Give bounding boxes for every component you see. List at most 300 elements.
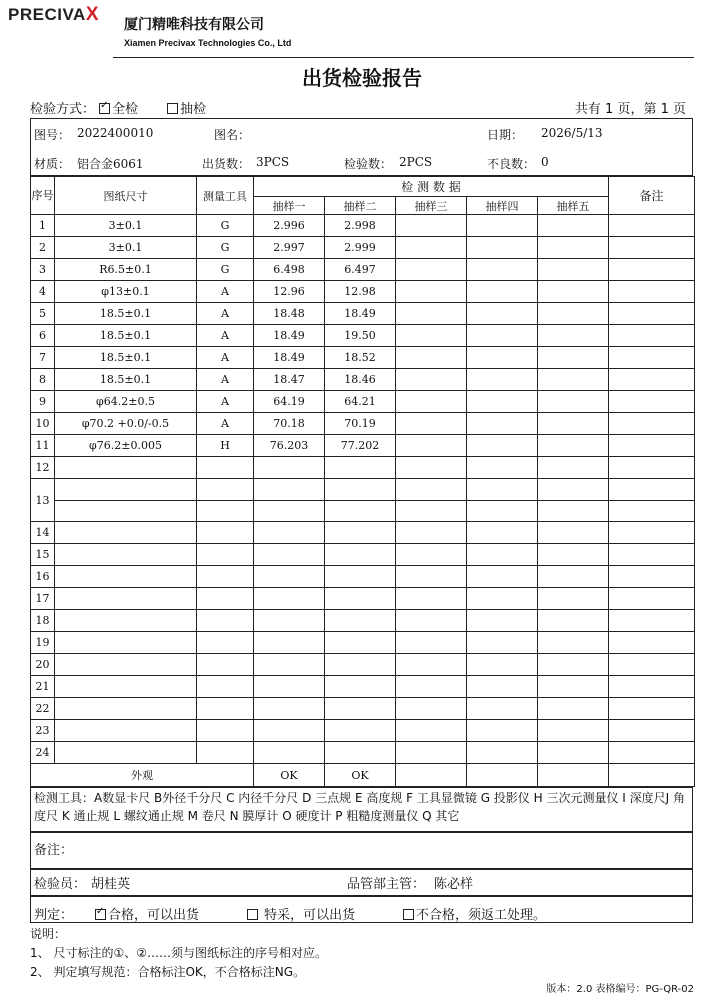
table-row — [31, 479, 695, 501]
cell-sample-1 — [254, 610, 325, 632]
cell-sample-4 — [467, 698, 538, 720]
cell-sample-3 — [396, 632, 467, 654]
cell-sample-2 — [325, 632, 396, 654]
appearance-sample-4 — [467, 764, 538, 787]
cell-dimension — [55, 610, 197, 632]
cell-tool — [197, 588, 254, 610]
cell-dimension — [55, 544, 197, 566]
cell-dimension: 18.5±0.1 — [55, 369, 197, 391]
cell-sample-4 — [467, 501, 538, 522]
cell-sample-4 — [467, 632, 538, 654]
cell-sample-5 — [538, 632, 609, 654]
cell-dimension — [55, 457, 197, 479]
cell-tool — [197, 457, 254, 479]
cell-note — [609, 259, 695, 281]
cell-tool: A — [197, 303, 254, 325]
cell-sample-4 — [467, 654, 538, 676]
cell-sample-3 — [396, 347, 467, 369]
cell-dimension: R6.5±0.1 — [55, 259, 197, 281]
cell-sample-5 — [538, 610, 609, 632]
full-inspection-checkbox[interactable] — [99, 103, 110, 114]
cell-sample-4 — [467, 281, 538, 303]
cell-tool — [197, 479, 254, 501]
cell-dimension — [55, 654, 197, 676]
cell-note — [609, 588, 695, 610]
row-seq: 15 — [31, 544, 55, 566]
cell-sample-1: 18.49 — [254, 347, 325, 369]
cell-sample-2 — [325, 544, 396, 566]
cell-sample-5 — [538, 742, 609, 764]
cell-tool: A — [197, 347, 254, 369]
appearance-sample-3 — [396, 764, 467, 787]
cell-note — [609, 369, 695, 391]
cell-dimension — [55, 522, 197, 544]
row-seq: 9 — [31, 391, 55, 413]
cell-sample-2: 6.497 — [325, 259, 396, 281]
row-seq: 8 — [31, 369, 55, 391]
cell-sample-2: 70.19 — [325, 413, 396, 435]
cell-note — [609, 457, 695, 479]
appearance-sample-2: OK — [325, 764, 396, 787]
sample-inspection-checkbox[interactable] — [167, 103, 178, 114]
cell-sample-2 — [325, 676, 396, 698]
cell-sample-5 — [538, 237, 609, 259]
cell-sample-5 — [538, 676, 609, 698]
notes-line-1: 1、 尺寸标注的①、②……须与图纸标注的序号相对应。 — [30, 946, 327, 960]
insp-qty-label: 检验数： — [344, 157, 393, 171]
cell-sample-2 — [325, 522, 396, 544]
cell-sample-2 — [325, 654, 396, 676]
cell-tool — [197, 720, 254, 742]
cell-dimension — [55, 720, 197, 742]
cell-sample-4 — [467, 720, 538, 742]
cell-sample-3 — [396, 698, 467, 720]
cell-sample-1: 12.96 — [254, 281, 325, 303]
row-seq: 16 — [31, 566, 55, 588]
cell-note — [609, 632, 695, 654]
cell-sample-4 — [467, 588, 538, 610]
cell-tool: G — [197, 237, 254, 259]
appearance-row — [31, 764, 695, 787]
cell-sample-3 — [396, 457, 467, 479]
col-header-sample-3: 抽样三 — [396, 197, 467, 215]
appearance-sample-5 — [538, 764, 609, 787]
cell-sample-5 — [538, 457, 609, 479]
company-logo: PRECIVAX — [8, 4, 99, 25]
cell-dimension: φ70.2 +0.0/-0.5 — [55, 413, 197, 435]
cell-sample-4 — [467, 610, 538, 632]
table-row — [31, 391, 695, 413]
col-header-sample-1: 抽样一 — [254, 197, 325, 215]
col-header-data: 检 测 数 据 — [254, 177, 609, 197]
remark-section — [30, 832, 693, 869]
cell-sample-3 — [396, 522, 467, 544]
header-divider — [113, 57, 694, 58]
cell-sample-1 — [254, 676, 325, 698]
cell-tool — [197, 676, 254, 698]
cell-sample-3 — [396, 215, 467, 237]
cell-note — [609, 391, 695, 413]
cell-sample-5 — [538, 522, 609, 544]
cell-dimension: 3±0.1 — [55, 237, 197, 259]
row-seq: 10 — [31, 413, 55, 435]
cell-sample-2 — [325, 720, 396, 742]
cell-sample-3 — [396, 742, 467, 764]
row-seq: 24 — [31, 742, 55, 764]
row-seq: 17 — [31, 588, 55, 610]
cell-tool: G — [197, 259, 254, 281]
supervisor-name: 陈必样 — [434, 877, 474, 892]
table-row — [31, 544, 695, 566]
cell-sample-3 — [396, 588, 467, 610]
cell-dimension: 18.5±0.1 — [55, 347, 197, 369]
cell-sample-2 — [325, 479, 396, 501]
cell-sample-1: 76.203 — [254, 435, 325, 457]
col-header-sample-5: 抽样五 — [538, 197, 609, 215]
cell-sample-2: 19.50 — [325, 325, 396, 347]
cell-note — [609, 566, 695, 588]
col-header-dimension: 图纸尺寸 — [55, 177, 197, 215]
cell-note — [609, 522, 695, 544]
row-seq: 2 — [31, 237, 55, 259]
cell-dimension — [55, 698, 197, 720]
cell-sample-4 — [467, 435, 538, 457]
cell-sample-2 — [325, 742, 396, 764]
defect-qty: 0 — [541, 155, 549, 169]
row-seq: 1 — [31, 215, 55, 237]
judge-special — [247, 904, 355, 923]
cell-sample-5 — [538, 435, 609, 457]
row-seq: 19 — [31, 632, 55, 654]
cell-sample-4 — [467, 391, 538, 413]
remark-label: 备注： — [34, 843, 74, 858]
cell-sample-3 — [396, 676, 467, 698]
cell-tool — [197, 742, 254, 764]
cell-sample-1 — [254, 742, 325, 764]
cell-sample-4 — [467, 413, 538, 435]
table-row — [31, 632, 695, 654]
cell-tool: H — [197, 435, 254, 457]
judge-pass — [95, 904, 199, 923]
table-row — [31, 654, 695, 676]
fail-label: 不合格，须返工处理。 — [416, 908, 547, 923]
cell-dimension — [55, 566, 197, 588]
cell-sample-4 — [467, 676, 538, 698]
inspection-method — [30, 98, 694, 117]
cell-tool: A — [197, 369, 254, 391]
pass-label: 合格，可以出货 — [108, 908, 200, 923]
col-header-sample-4: 抽样四 — [467, 197, 538, 215]
notes-title: 说明： — [30, 927, 67, 941]
cell-sample-3 — [396, 501, 467, 522]
cell-tool: G — [197, 215, 254, 237]
cell-sample-5 — [538, 347, 609, 369]
cell-tool — [197, 522, 254, 544]
appearance-note — [609, 764, 695, 787]
table-row — [31, 588, 695, 610]
cell-note — [609, 544, 695, 566]
table-row — [31, 303, 695, 325]
cell-sample-2: 18.52 — [325, 347, 396, 369]
date-label: 日期： — [487, 128, 524, 142]
full-inspection-label: 全检 — [112, 102, 139, 117]
cell-tool — [197, 610, 254, 632]
inspection-table — [30, 176, 695, 787]
cell-sample-4 — [467, 237, 538, 259]
cell-sample-2: 18.49 — [325, 303, 396, 325]
cell-sample-1 — [254, 457, 325, 479]
row-seq: 23 — [31, 720, 55, 742]
cell-sample-2: 12.98 — [325, 281, 396, 303]
table-row — [31, 215, 695, 237]
pass-checkbox[interactable] — [95, 909, 106, 920]
table-row — [31, 566, 695, 588]
row-seq: 22 — [31, 698, 55, 720]
cell-sample-5 — [538, 588, 609, 610]
cell-dimension — [55, 676, 197, 698]
cell-sample-5 — [538, 413, 609, 435]
cell-sample-1 — [254, 720, 325, 742]
method-label: 检验方式： — [30, 102, 96, 117]
cell-sample-2 — [325, 698, 396, 720]
cell-sample-4 — [467, 369, 538, 391]
cell-note — [609, 215, 695, 237]
table-row — [31, 347, 695, 369]
cell-sample-2 — [325, 588, 396, 610]
table-row — [31, 325, 695, 347]
cell-dimension: φ13±0.1 — [55, 281, 197, 303]
drawing-no-label: 图号： — [34, 128, 71, 142]
cell-sample-2: 2.999 — [325, 237, 396, 259]
row-seq: 5 — [31, 303, 55, 325]
cell-sample-1 — [254, 588, 325, 610]
table-row — [31, 720, 695, 742]
cell-sample-1: 18.47 — [254, 369, 325, 391]
cell-sample-1 — [254, 632, 325, 654]
report-title: 出货检验报告 — [302, 66, 422, 90]
cell-note — [609, 325, 695, 347]
cell-sample-5 — [538, 654, 609, 676]
letterhead — [0, 0, 724, 60]
row-seq: 7 — [31, 347, 55, 369]
date: 2026/5/13 — [541, 126, 603, 140]
cell-sample-2 — [325, 610, 396, 632]
col-header-seq: 序号 — [31, 177, 55, 215]
row-seq: 20 — [31, 654, 55, 676]
cell-note — [609, 654, 695, 676]
ship-qty-label: 出货数： — [202, 157, 251, 171]
row-seq: 11 — [31, 435, 55, 457]
col-header-note: 备注 — [609, 177, 695, 215]
info-block — [30, 118, 693, 176]
judgement-section — [30, 896, 693, 923]
cell-sample-3 — [396, 479, 467, 501]
cell-sample-5 — [538, 501, 609, 522]
judge-fail — [403, 904, 546, 923]
cell-sample-3 — [396, 391, 467, 413]
appearance-sample-1: OK — [254, 764, 325, 787]
cell-tool: A — [197, 325, 254, 347]
row-seq: 18 — [31, 610, 55, 632]
cell-sample-3 — [396, 544, 467, 566]
cell-note — [609, 676, 695, 698]
cell-sample-3 — [396, 720, 467, 742]
cell-sample-5 — [538, 281, 609, 303]
table-row — [31, 369, 695, 391]
row-seq: 3 — [31, 259, 55, 281]
row-seq: 21 — [31, 676, 55, 698]
cell-sample-4 — [467, 259, 538, 281]
inspector-label: 检验员： — [34, 877, 87, 892]
cell-tool — [197, 654, 254, 676]
judge-label: 判定： — [34, 908, 74, 923]
cell-note — [609, 501, 695, 522]
special-checkbox[interactable] — [247, 909, 258, 920]
cell-sample-2 — [325, 566, 396, 588]
cell-dimension: 3±0.1 — [55, 215, 197, 237]
sample-inspection-label: 抽检 — [180, 102, 207, 117]
cell-note — [609, 698, 695, 720]
material: 铝合金6061 — [77, 157, 144, 171]
cell-tool — [197, 544, 254, 566]
cell-sample-5 — [538, 544, 609, 566]
table-row — [31, 259, 695, 281]
cell-sample-4 — [467, 347, 538, 369]
cell-sample-3 — [396, 413, 467, 435]
table-row-continuation — [31, 501, 695, 522]
cell-sample-1: 64.19 — [254, 391, 325, 413]
cell-tool — [197, 566, 254, 588]
row-seq: 6 — [31, 325, 55, 347]
cell-sample-5 — [538, 215, 609, 237]
cell-sample-1 — [254, 522, 325, 544]
cell-sample-3 — [396, 325, 467, 347]
cell-sample-4 — [467, 479, 538, 501]
insp-qty: 2PCS — [399, 155, 433, 169]
col-header-tool: 测量工具 — [197, 177, 254, 215]
cell-sample-4 — [467, 742, 538, 764]
cell-sample-2 — [325, 501, 396, 522]
cell-sample-1: 70.18 — [254, 413, 325, 435]
cell-tool — [197, 698, 254, 720]
cell-sample-2: 77.202 — [325, 435, 396, 457]
cell-dimension: φ76.2±0.005 — [55, 435, 197, 457]
cell-sample-4 — [467, 325, 538, 347]
cell-sample-2: 2.998 — [325, 215, 396, 237]
cell-sample-2: 64.21 — [325, 391, 396, 413]
cell-sample-5 — [538, 698, 609, 720]
cell-sample-5 — [538, 391, 609, 413]
cell-sample-3 — [396, 435, 467, 457]
signature-section — [30, 869, 693, 896]
col-header-sample-2: 抽样二 — [325, 197, 396, 215]
cell-sample-1 — [254, 654, 325, 676]
table-row — [31, 676, 695, 698]
cell-sample-3 — [396, 281, 467, 303]
cell-dimension — [55, 479, 197, 501]
cell-sample-5 — [538, 479, 609, 501]
cell-dimension: 18.5±0.1 — [55, 325, 197, 347]
cell-sample-5 — [538, 566, 609, 588]
cell-sample-4 — [467, 457, 538, 479]
cell-sample-1: 6.498 — [254, 259, 325, 281]
cell-sample-4 — [467, 522, 538, 544]
cell-tool: A — [197, 391, 254, 413]
cell-sample-5 — [538, 720, 609, 742]
cell-sample-2: 18.46 — [325, 369, 396, 391]
fail-checkbox[interactable] — [403, 909, 414, 920]
cell-note — [609, 742, 695, 764]
cell-sample-4 — [467, 303, 538, 325]
cell-note — [609, 303, 695, 325]
cell-dimension — [55, 588, 197, 610]
cell-tool — [197, 632, 254, 654]
cell-sample-1 — [254, 479, 325, 501]
cell-dimension — [55, 501, 197, 522]
supervisor-label: 品管部主管： — [347, 877, 426, 892]
cell-tool: A — [197, 413, 254, 435]
drawing-no: 2022400010 — [77, 126, 154, 140]
cell-tool — [197, 501, 254, 522]
cell-note — [609, 435, 695, 457]
company-name-en: Xiamen Precivax Technologies Co., Ltd — [124, 38, 292, 48]
cell-dimension — [55, 632, 197, 654]
cell-sample-3 — [396, 654, 467, 676]
cell-sample-5 — [538, 369, 609, 391]
row-seq: 13 — [31, 479, 55, 522]
cell-sample-1: 18.49 — [254, 325, 325, 347]
cell-sample-4 — [467, 215, 538, 237]
cell-sample-1 — [254, 566, 325, 588]
cell-sample-1: 2.997 — [254, 237, 325, 259]
cell-sample-3 — [396, 259, 467, 281]
tools-legend: 检测工具：A数显卡尺 B外径千分尺 C 内径千分尺 D 三点规 E 高度规 F 工具显微镜 G 投影仪 H 三次元测量仪 I 深度尺J 角度尺 K 通止规 L 螺纹通止规 M 卷尺 N 膜厚计 O 硬度计 P 粗糙度测量仪 Q 其它 — [30, 787, 693, 832]
ship-qty: 3PCS — [256, 155, 290, 169]
cell-sample-1 — [254, 544, 325, 566]
cell-sample-1: 2.996 — [254, 215, 325, 237]
cell-dimension: φ64.2±0.5 — [55, 391, 197, 413]
row-seq: 12 — [31, 457, 55, 479]
cell-sample-5 — [538, 325, 609, 347]
drawing-name-label: 图名： — [214, 128, 251, 142]
table-row — [31, 435, 695, 457]
cell-note — [609, 413, 695, 435]
cell-sample-5 — [538, 303, 609, 325]
cell-sample-2 — [325, 457, 396, 479]
cell-sample-5 — [538, 259, 609, 281]
row-seq: 14 — [31, 522, 55, 544]
cell-note — [609, 610, 695, 632]
cell-note — [609, 237, 695, 259]
table-row — [31, 237, 695, 259]
material-label: 材质： — [34, 157, 71, 171]
cell-sample-3 — [396, 566, 467, 588]
special-label: 特采，可以出货 — [264, 908, 356, 923]
cell-note — [609, 720, 695, 742]
form-version: 版本：2.0 表格编号：PG-QR-02 — [546, 984, 694, 995]
cell-dimension — [55, 742, 197, 764]
table-row — [31, 413, 695, 435]
cell-note — [609, 347, 695, 369]
company-name-cn: 厦门精唯科技有限公司 — [124, 17, 264, 33]
cell-tool: A — [197, 281, 254, 303]
cell-note — [609, 281, 695, 303]
defect-label: 不良数： — [487, 157, 536, 171]
table-row — [31, 522, 695, 544]
page-count: 共有 1 页，第 1 页 — [574, 102, 686, 117]
table-row — [31, 281, 695, 303]
inspector-name: 胡桂英 — [91, 877, 131, 892]
